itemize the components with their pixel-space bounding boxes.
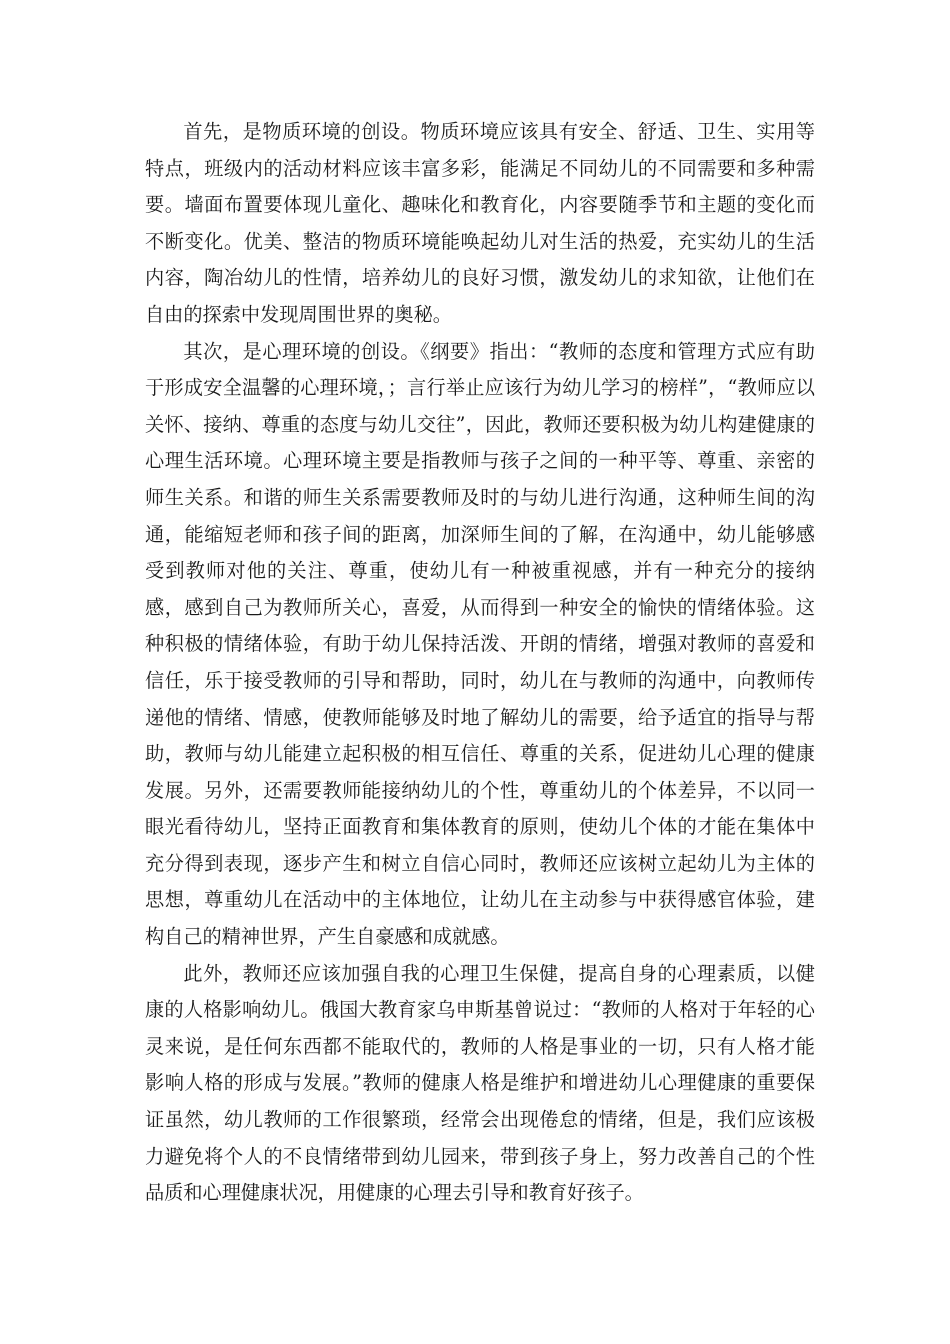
paragraph-teacher-mental-health: 此外，教师还应该加强自我的心理卫生保健，提高自身的心理素质，以健康的人格影响幼儿。俄国大教育家乌申斯基曾说过：“教师的人格对于年轻的心灵来说，是任何东西都不能取代的，教师的人格是事业的一切，只有人格才能影响人格的形成与发展。”教师的健康人格是维护和增进幼儿心理健康的重要保证虽然，幼儿教师的工作很繁琐，经常会出现倦怠的情绪，但是，我们应该极力避免将个人的不良情绪带到幼儿园来，带到孩子身上，努力改善自己的个性品质和心理健康状况，用健康的心理去引导和教育好孩子。 [145,961,815,1205]
paragraph-psychological-environment: 其次，是心理环境的创设。《纲要》指出：“教师的态度和管理方式应有助于形成安全温馨的心理环境，；言行举止应该行为幼儿学习的榜样”，“教师应以关怀、接纳、尊重的态度与幼儿交往”，因此，教师还要积极为幼儿构建健康的心理生活环境。心理环境主要是指教师与孩子之间的一种平等、尊重、亲密的师生关系。和谐的师生关系需要教师及时的与幼儿进行沟通，这种师生间的沟通，能缩短老师和孩子间的距离，加深师生间的了解，在沟通中，幼儿能够感受到教师对他的关注、尊重，使幼儿有一种被重视感，并有一种充分的接纳感，感到自己为教师所关心，喜爱，从而得到一种安全的愉快的情绪体验。这种积极的情绪体验，有助于幼儿保持活泼、开朗的情绪，增强对教师的喜爱和信任，乐于接受教师的引导和帮助，同时，幼儿在与教师的沟通中，向教师传递他的情绪、情感，使教师能够及时地了解幼儿的需要，给予适宜的指导与帮助，教师与幼儿能建立起积极的相互信任、尊重的关系，促进幼儿心理的健康发展。另外，还需要教师能接纳幼儿的个性，尊重幼儿的个体差异，不以同一眼光看待幼儿，坚持正面教育和集体教育的原则，使幼儿个体的才能在集体中充分得到表现，逐步产生和树立自信心同时，教师还应该树立起幼儿为主体的思想，尊重幼儿在活动中的主体地位，让幼儿在主动参与中获得感官体验，建构自己的精神世界，产生自豪感和成就感。 [145,339,815,949]
paragraph-material-environment: 首先，是物质环境的创设。物质环境应该具有安全、舒适、卫生、实用等特点，班级内的活动材料应该丰富多彩，能满足不同幼儿的不同需要和多种需要。墙面布置要体现儿童化、趣味化和教育化，内容要随季节和主题的变化而不断变化。优美、整洁的物质环境能唤起幼儿对生活的热爱，充实幼儿的生活内容，陶冶幼儿的性情，培养幼儿的良好习惯，激发幼儿的求知欲，让他们在自由的探索中发现周围世界的奥秘。 [145,120,815,326]
document-page [145,114,815,1212]
